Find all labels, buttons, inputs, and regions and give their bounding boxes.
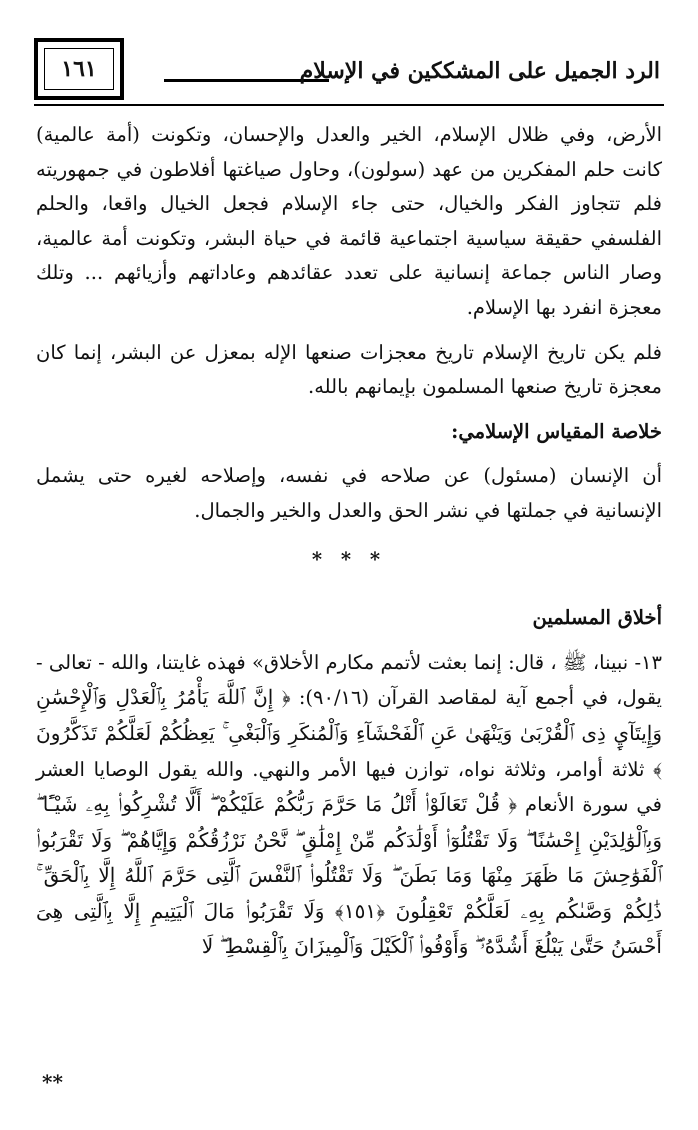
paragraph-3: أن الإنسان (مسئول) عن صلاحه في نفسه، وإصلاحه لغيره حتى يشمل الإنسانية في جملتها في نشر الحق والعدل والخير والجمال. [36, 464, 662, 522]
section-separator: * * * [311, 547, 387, 571]
paragraph-4-middle: ثلاثة أوامر، وثلاثة نواه، توازن فيها الأمر والنهي. والله يقول الوصايا العشر في سورة الأنعام [36, 757, 663, 817]
paragraph-4 [36, 646, 662, 965]
book-title: الرد الجميل على المشككين في الإسلام [299, 58, 660, 84]
page-header [34, 38, 664, 102]
section-heading-ethics: أخلاق المسلمين [532, 606, 662, 630]
section-heading-summary: خلاصة المقياس الإسلامي: [451, 419, 662, 443]
paragraph-4-intro: ١٣- نبينا، ﷺ ، قال: إنما بعثت لأتمم مكارم الأخلاق» فهذه غايتنا، والله - تعالى - يقول، في أجمع آية لمقاصد القرآن (٩٠/١٦): [36, 650, 662, 710]
footnote-marker: ** [42, 1070, 63, 1094]
page-body [36, 118, 662, 973]
paragraph-2: فلم يكن تاريخ الإسلام تاريخ معجزات صنعها الإله بمعزل عن البشر، إنما كان معجزة تاريخ صنعها المسلمون بإيمانهم بالله. [36, 340, 662, 399]
quran-verse-1: ﴿ إِنَّ ٱللَّهَ يَأْمُرُ بِٱلْعَدْلِ وَٱلْإِحْسَٰنِ وَإِيتَآيِٕ ذِى ٱلْقُرْبَىٰ وَيَنْهَىٰ عَنِ ٱلْفَحْشَآءِ وَٱلْمُنكَرِ وَٱلْبَغْىِ ۚ يَعِظُكُمْ لَعَلَّكُمْ تَذَكَّرُونَ ﴾ [36, 685, 662, 781]
page-number-box [34, 38, 124, 100]
header-divider [34, 104, 664, 106]
paragraph-1: الأرض، وفي ظلال الإسلام، الخير والعدل والإحسان، وتكونت (أمة عالمية) كانت حلم المفكرين من عهد (سولون)، وحاول صياغتها أفلاطون في جمهوريته فلم تتجاوز الفكر والخيال، حتى جاء الإسلام فجعل الخيال واقعا، والحلم الفلسفي حقيقة سياسية اجتماعية قائمة في حياة البشر، وتكونت أمة عالمية، وصار الناس جماعة إنسانية على تعدد عقائدهم وعاداتهم وأزيائهم ... وتلك معجزة انفرد بها الإسلام. [36, 123, 662, 319]
quran-verse-2: ﴿ قُلْ تَعَالَوْا۟ أَتْلُ مَا حَرَّمَ رَبُّكُمْ عَلَيْكُمْ ۖ أَلَّا تُشْرِكُوا۟ بِهِۦ شَيْـًٔا ۖ وَبِٱلْوَٰلِدَيْنِ إِحْسَٰنًا ۖ وَلَا تَقْتُلُوٓا۟ أَوْلَٰدَكُم مِّنْ إِمْلَٰقٍ ۖ نَّحْنُ نَرْزُقُكُمْ وَإِيَّاهُمْ ۖ وَلَا تَقْرَبُوا۟ ٱلْفَوَٰحِشَ مَا ظَهَرَ مِنْهَا وَمَا بَطَنَ ۖ وَلَا تَقْتُلُوا۟ ٱلنَّفْسَ ٱلَّتِى حَرَّمَ ٱللَّهُ إِلَّا بِٱلْحَقِّ ۚ ذَٰلِكُمْ وَصَّىٰكُم بِهِۦ لَعَلَّكُمْ تَعْقِلُونَ ﴿١٥١﴾ وَلَا تَقْرَبُوا۟ مَالَ ٱلْيَتِيمِ إِلَّا بِٱلَّتِى هِىَ أَحْسَنُ حَتَّىٰ يَبْلُغَ أَشُدَّهُۥ ۖ وَأَوْفُوا۟ ٱلْكَيْلَ وَٱلْمِيزَانَ بِٱلْقِسْطِ ۖ لَا [36, 792, 662, 959]
page-number: ١٦١ [61, 56, 97, 82]
